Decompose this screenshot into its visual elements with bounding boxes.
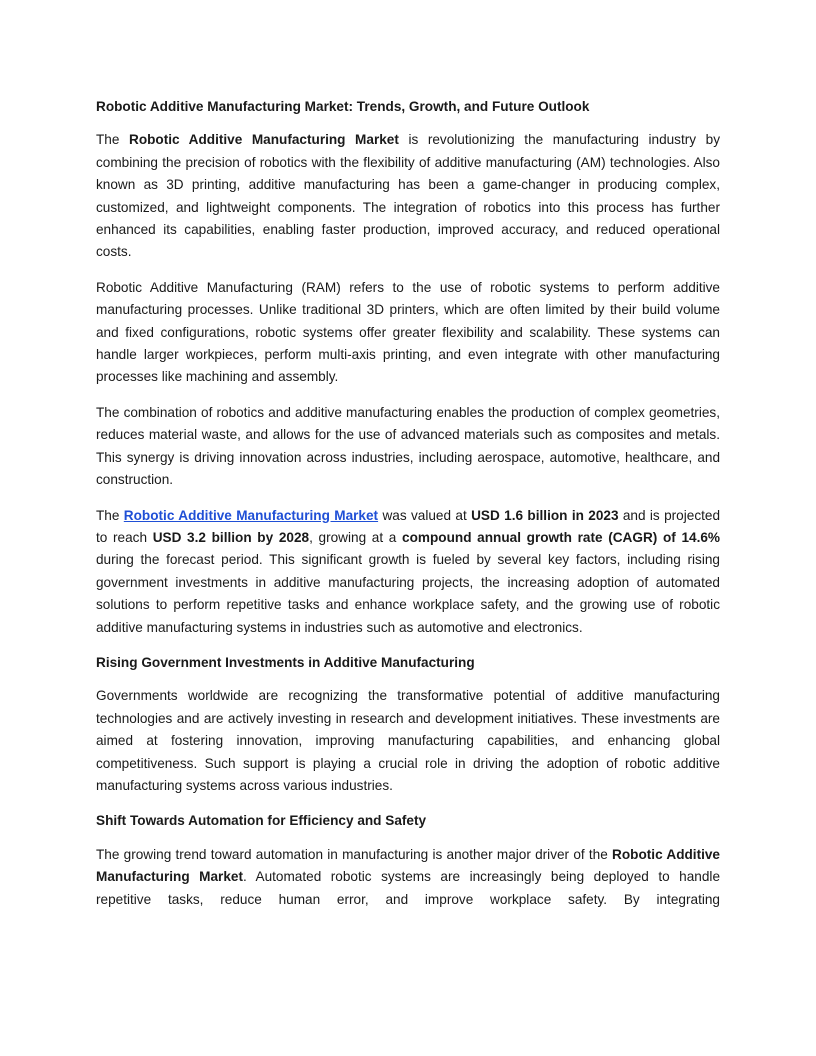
automation-text-2: . Automated robotic systems are increasingly being deployed to handle repetitive tasks, reduce human error, and improve workplace safety. By integrating xyxy=(96,869,721,907)
paragraph-market-size xyxy=(96,505,720,639)
intro-text-1: The xyxy=(96,132,129,148)
paragraph-combination: The combination of robotics and additive manufacturing enables the production of complex geometries, reduces material waste, and allows for the use of advanced materials such as composites and metals. This synergy is driving innovation across industries, including aerospace, automotive, healthcare, and construction. xyxy=(96,404,720,488)
intro-bold-market: Robotic Additive Manufacturing Market xyxy=(129,132,399,148)
market-cagr: compound annual growth rate (CAGR) of 14.6% xyxy=(402,529,720,545)
market-text-1: The xyxy=(96,507,124,523)
paragraph-government-investments: Governments worldwide are recognizing the transformative potential of additive manufacturing technologies and are actively investing in research and development initiatives. These investments are aimed at fostering innovation, improving manufacturing capabilities, and enhancing global competitiveness. Such support is playing a crucial role in driving the adoption of robotic additive manufacturing systems across various industries. xyxy=(96,688,720,793)
document-page xyxy=(96,96,720,924)
heading-government-investments: Rising Government Investments in Additive Manufacturing xyxy=(96,654,475,670)
market-text-5: during the forecast period. This significant growth is fueled by several key factors, including rising government investments in additive manufacturing projects, the increasing adoption of automated solutions to perform repetitive tasks and enhance workplace safety, and the growing use of robotic additive manufacturing systems in industries such as automotive and electronics. xyxy=(96,552,720,635)
market-value-2028: USD 3.2 billion by 2028 xyxy=(152,529,310,545)
market-report-link[interactable]: Robotic Additive Manufacturing Market xyxy=(123,507,379,523)
market-text-2: was valued at xyxy=(378,507,472,523)
paragraph-intro xyxy=(96,129,720,263)
heading-automation: Shift Towards Automation for Efficiency and Safety xyxy=(96,813,427,829)
document-title: Robotic Additive Manufacturing Market: Trends, Growth, and Future Outlook xyxy=(96,99,590,114)
paragraph-ram-definition: Robotic Additive Manufacturing (RAM) refers to the use of robotic systems to perform additive manufacturing processes. Unlike traditional 3D printers, which are often limited by their build volume and fixed configurations, robotic systems offer greater flexibility and scalability. These systems can handle larger workpieces, perform multi-axis printing, and even integrate with other manufacturing processes like machining and assembly. xyxy=(96,279,720,385)
intro-text-2: is revolutionizing the manufacturing industry by combining the precision of robotics with the flexibility of additive manufacturing (AM) technologies. Also known as 3D printing, additive manufacturing has been a game-changer in producing complex, customized, and lightweight components. The integration of robotics into this process has further enhanced its capabilities, enabling faster production, improved accuracy, and reduced operational costs. xyxy=(96,132,721,260)
automation-text-1: The growing trend toward automation in manufacturing is another major driver of the xyxy=(96,846,613,862)
market-text-4: , growing at a xyxy=(309,529,403,545)
market-text-3: and is projected to reach xyxy=(96,507,721,545)
automation-bold-market: Robotic Additive Manufacturing Market xyxy=(96,846,720,885)
paragraph-automation xyxy=(96,844,720,911)
market-value-2023: USD 1.6 billion in 2023 xyxy=(471,507,619,523)
